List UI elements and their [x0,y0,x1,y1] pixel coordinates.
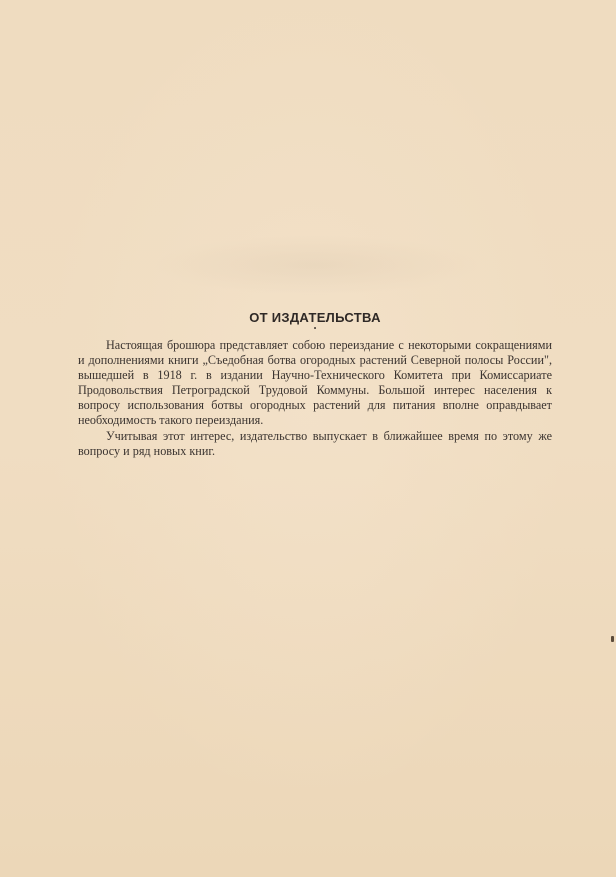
heading-ornament-dot: • [313,324,317,333]
publisher-note [78,310,552,459]
edge-mark [611,636,614,642]
show-through-smudge [150,235,480,295]
paragraph-1: Настоящая брошюра представляет собою переиздание с некоторыми сокращениями и дополнениями книги „Съедобная ботва огородных растений Северной полосы России", вышедшей в 1918 г. в издании Научно-Технического Комитета при Комиссариате Продовольствия Петроградской Трудовой Коммуны. Большой интерес населения к вопросу использования ботвы огородных растений для питания вполне оправдывает необходимость такого переиздания. [78,338,552,427]
paragraph-2: Учитывая этот интерес, издательство выпускает в ближайшее время по этому же вопросу и ряд новых книг. [78,429,552,458]
page-title: ОТ ИЗДАТЕЛЬСТВА [249,310,381,325]
